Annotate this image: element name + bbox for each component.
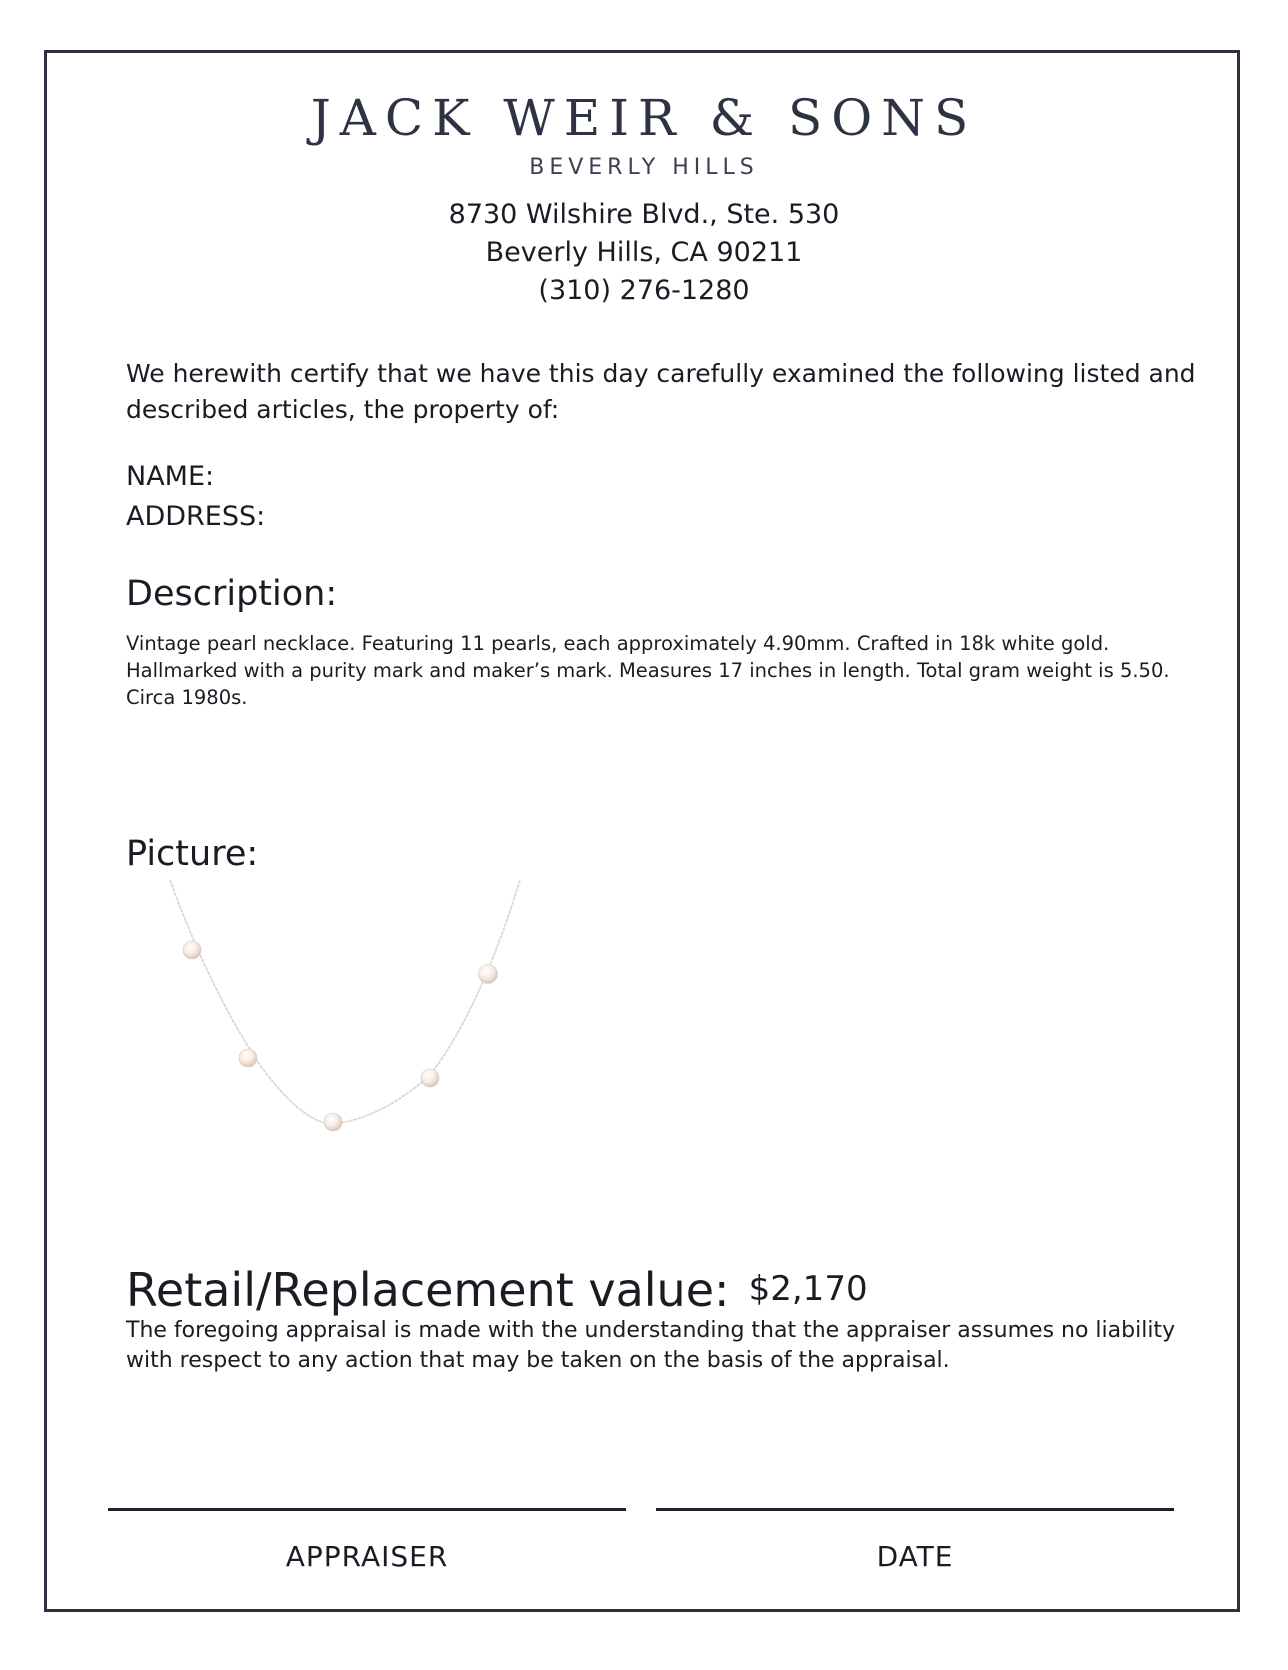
date-signature-line: [656, 1508, 1174, 1511]
name-label: NAME:: [126, 461, 215, 492]
business-address: [0, 196, 1288, 310]
brand-location: BEVERLY HILLS: [529, 155, 759, 180]
phone-number: (310) 276-1280: [538, 275, 750, 306]
description-text: Vintage pearl necklace. Featuring 11 pearls, each approximately 4.90mm. Crafted in 18k white gold. Hallmarked with a purity mark and maker’s mark. Measures 17 inches in length. Total gram weight is 5.50. Circa 1980s.: [126, 632, 1170, 709]
address-line-1: 8730 Wilshire Blvd., Ste. 530: [448, 199, 840, 230]
pearl-necklace-image: [150, 880, 540, 1140]
appraiser-label: APPRAISER: [285, 1540, 449, 1573]
certification-statement: We herewith certify that we have this day carefully examined the following listed and described articles, the property of:: [126, 359, 1196, 424]
description-heading: Description:: [126, 574, 338, 614]
address-line-2: Beverly Hills, CA 90211: [485, 237, 803, 268]
address-label: ADDRESS:: [126, 501, 266, 532]
brand-name: JACK WEIR & SONS: [310, 89, 978, 147]
picture-heading: Picture:: [126, 834, 259, 874]
retail-value-row: [126, 1262, 868, 1323]
retail-value-amount: $2,170: [748, 1269, 868, 1309]
date-label: DATE: [876, 1540, 954, 1573]
appraisal-disclaimer: The foregoing appraisal is made with the understanding that the appraiser assumes no liability with respect to any action that may be taken on the basis of the appraisal.: [126, 1318, 1176, 1373]
retail-value-label: Retail/Replacement value:: [126, 1263, 730, 1317]
appraiser-signature-line: [108, 1508, 626, 1511]
